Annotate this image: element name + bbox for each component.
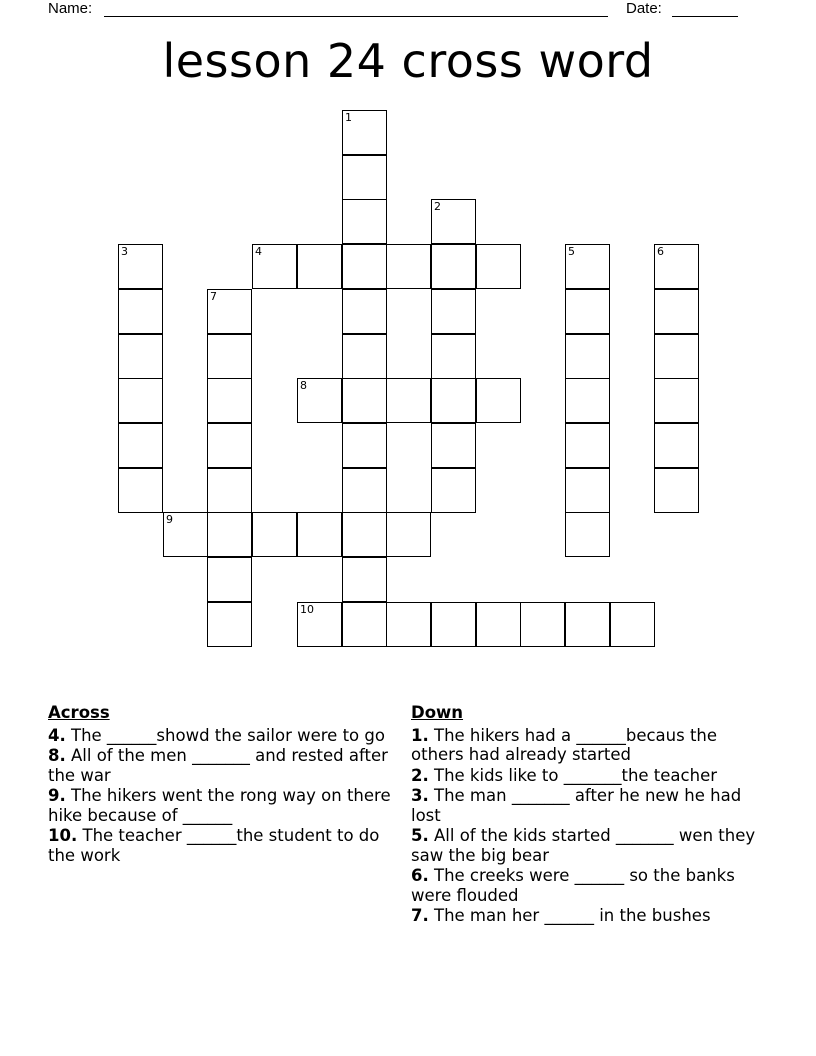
grid-cell[interactable]: [342, 334, 387, 379]
grid-cell[interactable]: [520, 602, 565, 647]
grid-cell[interactable]: [431, 602, 476, 647]
grid-cell[interactable]: [342, 110, 387, 155]
grid-cell[interactable]: [431, 423, 476, 468]
cell-number: 6: [657, 245, 664, 258]
grid-cell[interactable]: [610, 602, 655, 647]
grid-cell[interactable]: [386, 512, 431, 557]
name-label: Name:: [48, 0, 93, 17]
across-clue: [48, 746, 393, 785]
grid-cell[interactable]: [565, 468, 610, 513]
grid-cell[interactable]: [565, 512, 610, 557]
grid-cell[interactable]: [342, 378, 387, 423]
clue-text: The man her ______ in the bushes: [434, 906, 711, 925]
clue-text: The ______showd the sailor were to go: [71, 725, 385, 745]
down-heading: Down: [411, 703, 464, 722]
clue-text: All of the kids started _______ wen they saw the big bear: [411, 826, 756, 865]
grid-cell[interactable]: [297, 378, 342, 423]
grid-cell[interactable]: [431, 244, 476, 289]
grid-cell[interactable]: [207, 378, 252, 423]
grid-cell[interactable]: [431, 289, 476, 334]
cell-number: 1: [345, 111, 352, 124]
clue-number: 1.: [411, 725, 429, 745]
down-clues: [411, 703, 756, 927]
clue-text: The man _______ after he new he had lost: [411, 786, 742, 825]
down-clue: [411, 726, 756, 765]
grid-cell[interactable]: [163, 512, 208, 557]
grid-cell[interactable]: [386, 602, 431, 647]
grid-cell[interactable]: [252, 244, 297, 289]
across-clue-list: [48, 726, 393, 866]
down-clue: [411, 826, 756, 865]
grid-cell[interactable]: [654, 289, 699, 334]
page-title: lesson 24 cross word: [162, 34, 654, 88]
across-heading: Across: [48, 703, 110, 722]
grid-cell[interactable]: [565, 423, 610, 468]
clue-number: 2.: [411, 765, 429, 785]
date-label: Date:: [626, 0, 662, 17]
cell-number: 3: [121, 245, 128, 258]
grid-cell[interactable]: [431, 468, 476, 513]
grid-cell[interactable]: [297, 602, 342, 647]
grid-cell[interactable]: [342, 468, 387, 513]
grid-cell[interactable]: [207, 289, 252, 334]
cell-number: 10: [300, 603, 314, 616]
clue-number: 9.: [48, 786, 66, 805]
clue-text: All of the men _______ and rested after the war: [48, 746, 388, 785]
grid-cell[interactable]: [431, 199, 476, 244]
cell-number: 9: [166, 513, 173, 526]
grid-cell[interactable]: [207, 468, 252, 513]
clue-text: The teacher ______the student to do the work: [48, 826, 380, 865]
grid-cell[interactable]: [476, 602, 521, 647]
clue-number: 3.: [411, 786, 429, 805]
cell-number: 2: [434, 200, 441, 213]
grid-cell[interactable]: [386, 378, 431, 423]
grid-cell[interactable]: [207, 334, 252, 379]
clue-number: 7.: [411, 906, 429, 925]
clue-text: The creeks were ______ so the banks were flouded: [411, 866, 735, 905]
clue-number: 5.: [411, 826, 429, 845]
grid-cell[interactable]: [476, 244, 521, 289]
grid-cell[interactable]: [342, 244, 387, 289]
grid-cell[interactable]: [386, 244, 431, 289]
cell-number: 8: [300, 379, 307, 392]
grid-cell[interactable]: [431, 378, 476, 423]
grid-cell[interactable]: [118, 334, 163, 379]
down-clue: [411, 866, 756, 905]
grid-cell[interactable]: [476, 378, 521, 423]
grid-cell[interactable]: [565, 602, 610, 647]
across-clue: [48, 786, 393, 825]
across-clue: [48, 726, 393, 746]
grid-cell[interactable]: [118, 244, 163, 289]
grid-cell[interactable]: [342, 557, 387, 602]
down-clue-list: [411, 726, 756, 926]
grid-cell[interactable]: [565, 334, 610, 379]
across-clue: [48, 826, 393, 865]
grid-cell[interactable]: [118, 423, 163, 468]
clue-text: The hikers had a ______becaus the others had already started: [411, 725, 718, 764]
clue-number: 6.: [411, 866, 429, 885]
grid-cell[interactable]: [297, 512, 342, 557]
grid-cell[interactable]: [252, 512, 297, 557]
grid-cell[interactable]: [342, 512, 387, 557]
grid-cell[interactable]: [342, 602, 387, 647]
grid-cell[interactable]: [654, 334, 699, 379]
grid-cell[interactable]: [565, 378, 610, 423]
grid-cell[interactable]: [207, 512, 252, 557]
grid-cell[interactable]: [207, 423, 252, 468]
clue-text: The hikers went the rong way on there hike because of ______: [48, 786, 391, 825]
grid-cell[interactable]: [118, 468, 163, 513]
grid-cell[interactable]: [207, 602, 252, 647]
grid-cell[interactable]: [342, 423, 387, 468]
grid-cell[interactable]: [118, 378, 163, 423]
down-clue: [411, 766, 756, 786]
grid-cell[interactable]: [342, 289, 387, 334]
grid-cell[interactable]: [565, 289, 610, 334]
down-clue: [411, 786, 756, 825]
cell-number: 5: [568, 245, 575, 258]
clue-number: 8.: [48, 746, 66, 765]
grid-cell[interactable]: [654, 244, 699, 289]
across-clues: [48, 703, 393, 866]
clue-text: The kids like to _______the teacher: [434, 765, 717, 785]
cell-number: 4: [255, 245, 262, 258]
cell-number: 7: [210, 290, 217, 303]
grid-cell[interactable]: [654, 468, 699, 513]
down-clue: [411, 906, 756, 926]
grid-cell[interactable]: [297, 244, 342, 289]
clue-number: 4.: [48, 725, 66, 745]
grid-cell[interactable]: [118, 289, 163, 334]
grid-cell[interactable]: [565, 244, 610, 289]
grid-cell[interactable]: [207, 557, 252, 602]
grid-cell[interactable]: [431, 334, 476, 379]
grid-cell[interactable]: [654, 378, 699, 423]
grid-cell[interactable]: [342, 199, 387, 244]
grid-cell[interactable]: [342, 155, 387, 200]
clue-number: 10.: [48, 826, 78, 845]
grid-cell[interactable]: [654, 423, 699, 468]
